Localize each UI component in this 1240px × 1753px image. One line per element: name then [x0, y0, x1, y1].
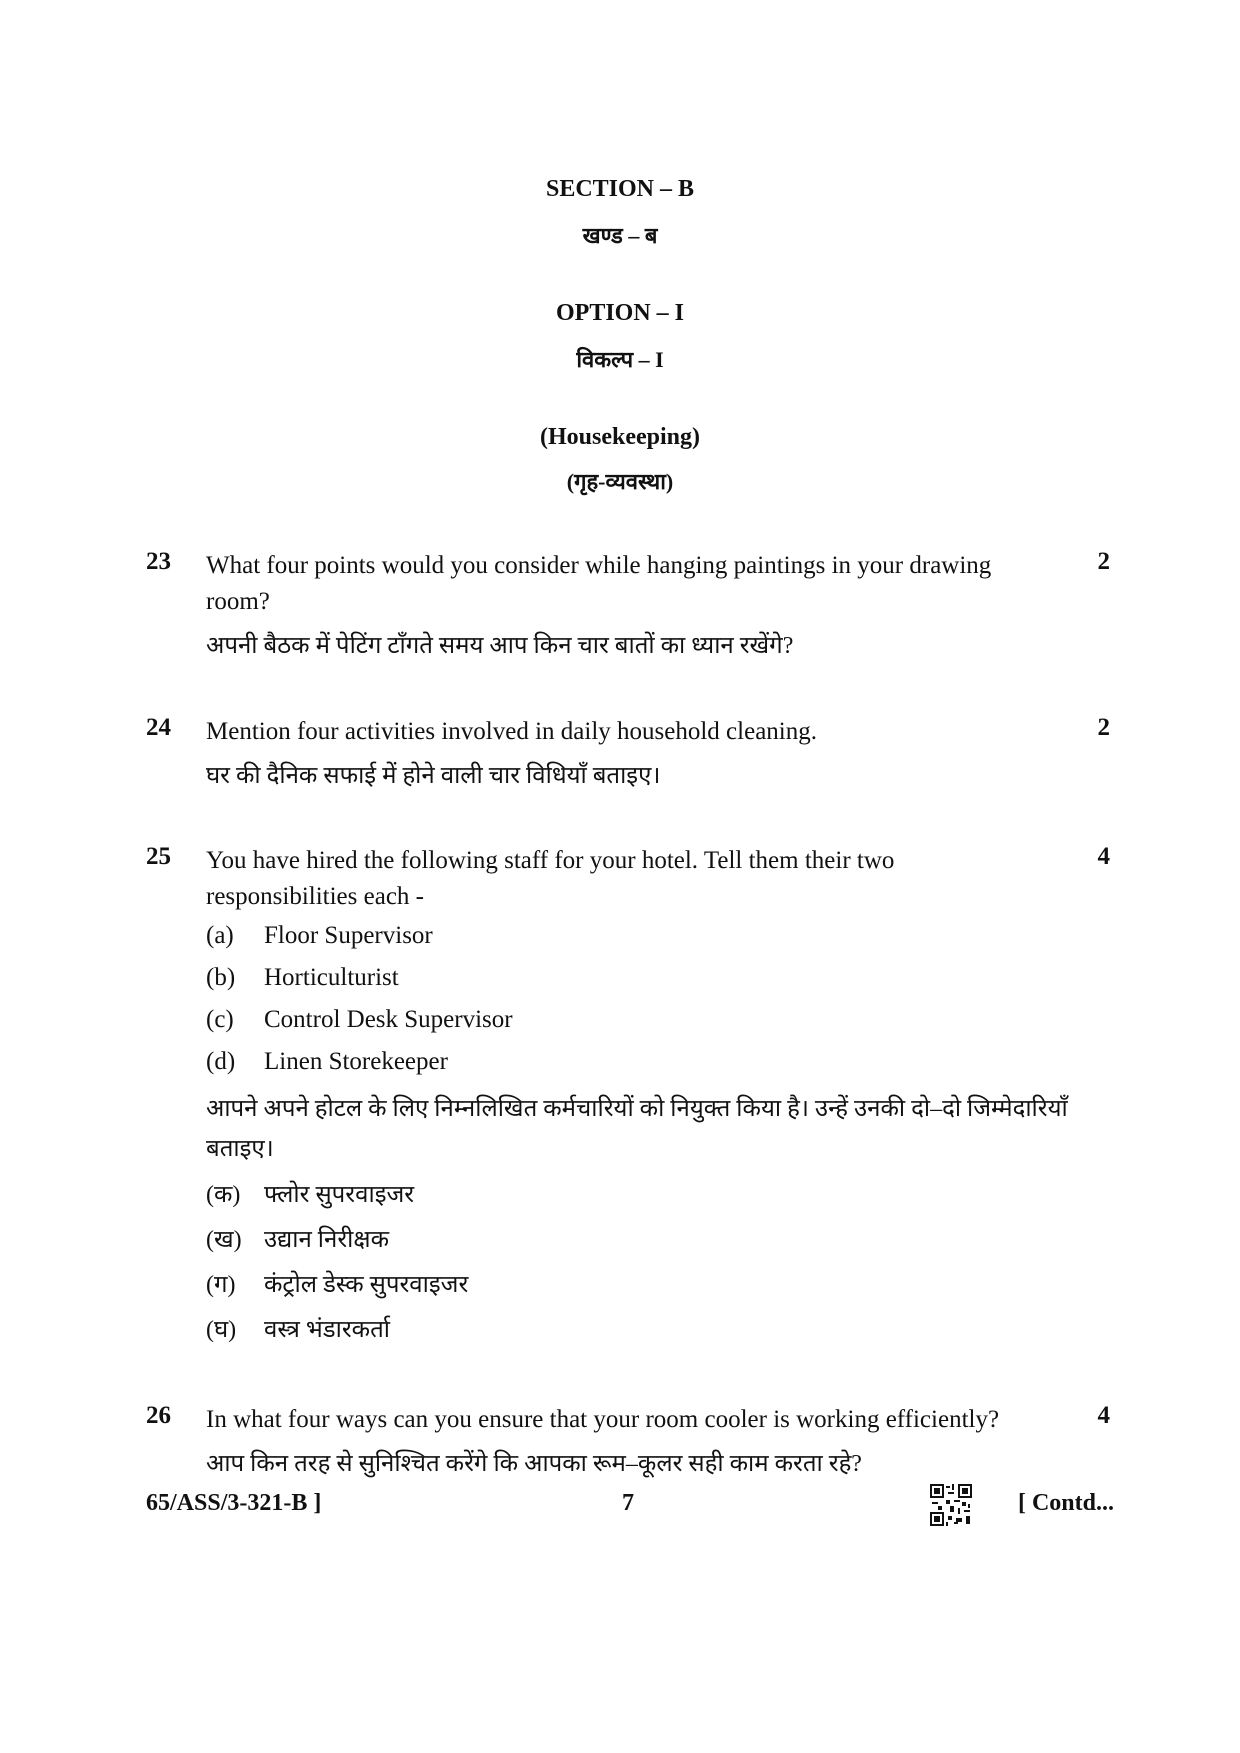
question-body	[206, 548, 1006, 666]
question-number: 26	[146, 1402, 171, 1429]
options-list-hindi	[206, 1173, 1076, 1353]
option-text: Horticulturist	[264, 964, 399, 991]
option-label: (घ)	[206, 1317, 237, 1343]
option-label: (b)	[206, 964, 236, 991]
option-item	[206, 1173, 1076, 1218]
question-body	[206, 1402, 1076, 1484]
question-marks: 4	[1097, 1402, 1110, 1429]
qr-code-icon	[930, 1484, 972, 1526]
option-text: Control Desk Supervisor	[264, 1006, 513, 1033]
topic-heading: (Housekeeping)	[539, 424, 700, 450]
option-item	[206, 1218, 1076, 1263]
section-heading: SECTION – B	[545, 176, 695, 202]
option-item	[206, 957, 1076, 999]
options-list	[206, 915, 1076, 1083]
option-text: वस्त्र भंडारकर्ता	[264, 1317, 390, 1343]
option-text: उद्यान निरीक्षक	[264, 1227, 390, 1253]
option-item	[206, 1041, 1076, 1083]
question-number: 25	[146, 843, 171, 870]
topic-heading-hindi: (गृह-व्यवस्था)	[566, 469, 674, 494]
option-label: (ग)	[206, 1272, 236, 1298]
question-text: In what four ways can you ensure that your room cooler is working efficiently?	[206, 1406, 1000, 1433]
option-item	[206, 915, 1076, 957]
question-text-hindi: आप किन तरह से सुनिश्चित करेंगे कि आपका रूम–कूलर सही काम करता रहे?	[206, 1451, 862, 1477]
continued-label: [ Contd...	[1017, 1490, 1114, 1516]
question-marks: 4	[1097, 843, 1110, 870]
question-number: 23	[146, 548, 171, 575]
question-text-hindi: घर की दैनिक सफाई में होने वाली चार विधियाँ बताइए।	[206, 763, 661, 789]
option-label: (d)	[206, 1048, 236, 1075]
question-body	[206, 714, 1006, 796]
option-heading: OPTION – I	[555, 300, 684, 326]
page-number: 7	[622, 1490, 634, 1516]
section-heading-hindi: खण्ड – ब	[582, 223, 658, 248]
question-text: Mention four activities involved in daily household cleaning.	[206, 718, 817, 745]
question-body	[206, 843, 1076, 1353]
question-text-hindi: आपने अपने होटल के लिए निम्नलिखित कर्मचारियों को नियुक्त किया है। उन्हें उनकी दो–दो जिम्मेदारियाँ बताइए।	[206, 1096, 1068, 1162]
option-text: फ्लोर सुपरवाइजर	[264, 1182, 415, 1208]
option-label: (a)	[206, 922, 234, 949]
option-item	[206, 1263, 1076, 1308]
option-label: (ख)	[206, 1227, 242, 1253]
option-text: Linen Storekeeper	[264, 1048, 448, 1075]
option-text: कंट्रोल डेस्क सुपरवाइजर	[264, 1272, 469, 1298]
question-text: What four points would you consider while hanging paintings in your drawing room?	[206, 552, 992, 615]
option-label: (क)	[206, 1182, 241, 1208]
option-label: (c)	[206, 1006, 234, 1033]
question-marks: 2	[1097, 714, 1110, 741]
question-marks: 2	[1097, 548, 1110, 575]
option-item	[206, 1308, 1076, 1353]
option-text: Floor Supervisor	[264, 922, 433, 949]
question-number: 24	[146, 714, 171, 741]
question-text: You have hired the following staff for your hotel. Tell them their two responsibilities each -	[206, 847, 895, 910]
question-text-hindi: अपनी बैठक में पेटिंग टाँगते समय आप किन चार बातों का ध्यान रखेंगे?	[206, 633, 794, 659]
option-heading-hindi: विकल्प – I	[576, 347, 664, 372]
page-footer	[0, 1490, 1240, 1530]
paper-code: 65/ASS/3-321-B ]	[146, 1490, 322, 1516]
option-item	[206, 999, 1076, 1041]
